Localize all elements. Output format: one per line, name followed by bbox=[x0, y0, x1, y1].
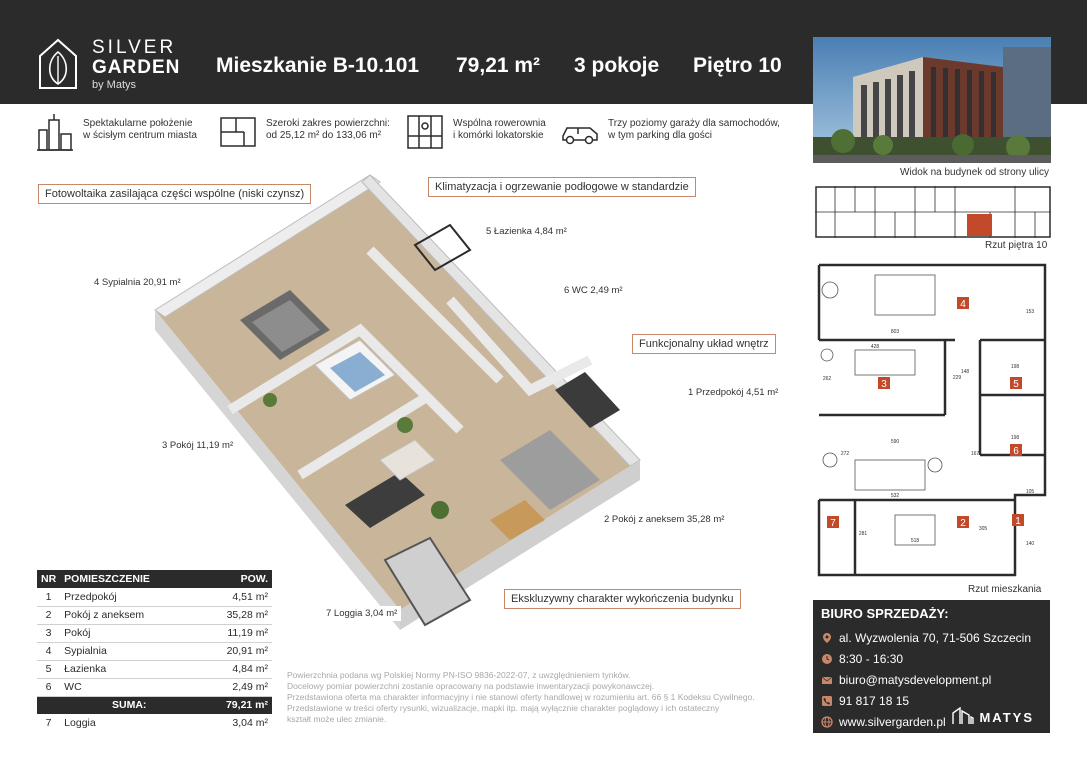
fp-dim: 153 bbox=[1025, 309, 1035, 315]
row-nr: 2 bbox=[37, 606, 60, 624]
feature-area-range bbox=[218, 112, 408, 154]
feature-location bbox=[35, 112, 215, 154]
car-icon bbox=[560, 112, 600, 152]
office-hours-row bbox=[821, 648, 1042, 669]
fp-dim: 198 bbox=[1010, 435, 1020, 441]
feature-area-line2: od 25,12 m² do 133,06 m² bbox=[266, 130, 382, 141]
label-room: 3 Pokój 11,19 m² bbox=[158, 438, 237, 453]
matys-logo bbox=[952, 707, 1034, 725]
office-email[interactable]: biuro@matysdevelopment.pl bbox=[839, 672, 992, 687]
label-bathroom: 5 Łazienka 4,84 m² bbox=[482, 224, 571, 239]
fp-dim: 590 bbox=[890, 439, 900, 445]
table-row bbox=[37, 588, 272, 606]
apartment-floor-plan bbox=[815, 255, 1051, 580]
apartment-floor: Piętro 10 bbox=[693, 54, 782, 77]
fp-dim: 167 bbox=[970, 451, 980, 457]
fp-room-6: 6 bbox=[1013, 446, 1019, 457]
sum-area: 79,21 m² bbox=[225, 699, 268, 712]
feature-storage bbox=[405, 112, 555, 154]
email-icon bbox=[821, 674, 833, 686]
row-area: 4,84 m² bbox=[198, 660, 272, 678]
row-nr: 7 bbox=[45, 717, 52, 729]
disclaimer bbox=[287, 670, 787, 725]
apartment-plan-caption: Rzut mieszkania bbox=[968, 584, 1042, 595]
apartment-title: Mieszkanie B-10.101 bbox=[216, 54, 420, 77]
fp-room-5: 5 bbox=[1013, 379, 1019, 390]
feature-storage-line2: i komórki lokatorskie bbox=[453, 130, 544, 141]
table-row bbox=[37, 624, 272, 642]
table-row bbox=[37, 642, 272, 660]
bike-storage-icon bbox=[405, 112, 445, 152]
brand-line3: by Matys bbox=[92, 79, 137, 91]
row-room: Pokój z aneksem bbox=[60, 606, 198, 624]
table-row bbox=[37, 678, 272, 696]
fp-dim: 803 bbox=[890, 329, 900, 335]
globe-icon bbox=[821, 716, 833, 728]
office-title: BIURO SPRZEDAŻY: bbox=[821, 606, 949, 621]
matys-logo-text: MATYS bbox=[979, 710, 1034, 725]
label-bedroom: 4 Sypialnia 20,91 m² bbox=[90, 275, 185, 290]
fp-room-1: 1 bbox=[1015, 516, 1021, 527]
disclaimer-line: Przedstawiona oferta ma charakter informacyjny i nie stanowi oferty handlowej w rozumieniu art. 66 § 1 Kodeksu Cywilnego. bbox=[287, 692, 755, 702]
apartment-rooms: 3 pokoje bbox=[574, 54, 660, 77]
disclaimer-line: Docelowy pomiar powierzchni zostanie opracowany na podstawie inwentaryzacji powykonawczej. bbox=[287, 681, 655, 691]
row-nr: 4 bbox=[37, 642, 60, 660]
fp-dim: 272 bbox=[840, 451, 850, 457]
col-room: POMIESZCZENIE bbox=[64, 573, 150, 585]
brand-line2: GARDEN bbox=[92, 57, 181, 78]
office-address-row bbox=[821, 627, 1042, 648]
feature-location-line2: w ścisłym centrum miasta bbox=[83, 130, 197, 141]
feature-parking-line1: Trzy poziomy garaży dla samochodów, bbox=[608, 118, 780, 129]
silver-garden-logo-icon bbox=[36, 36, 80, 92]
tag-layout: Funkcjonalny układ wnętrz bbox=[632, 334, 776, 354]
clock-icon bbox=[821, 653, 833, 665]
photo-caption: Widok na budynek od strony ulicy bbox=[900, 167, 1049, 178]
office-phone[interactable]: 91 817 18 15 bbox=[839, 693, 910, 708]
table-row bbox=[37, 714, 272, 732]
row-room: Pokój bbox=[60, 624, 198, 642]
fp-room-2: 2 bbox=[960, 518, 966, 529]
col-nr: NR bbox=[41, 573, 57, 585]
row-area: 3,04 m² bbox=[232, 717, 268, 729]
row-room: WC bbox=[60, 678, 198, 696]
table-sum-row bbox=[37, 696, 272, 714]
office-email-row[interactable] bbox=[821, 669, 1042, 690]
phone-icon bbox=[821, 695, 833, 707]
row-area: 35,28 m² bbox=[198, 606, 272, 624]
row-nr: 3 bbox=[37, 624, 60, 642]
fp-dim: 532 bbox=[890, 493, 900, 499]
floor-plan-caption: Rzut piętra 10 bbox=[985, 240, 1048, 251]
sum-label: SUMA: bbox=[112, 699, 147, 712]
row-area: 4,51 m² bbox=[198, 588, 272, 606]
fp-dim: 262 bbox=[822, 376, 832, 382]
office-hours: 8:30 - 16:30 bbox=[839, 651, 904, 666]
city-icon bbox=[35, 112, 75, 152]
brand-line1: SILVER bbox=[92, 37, 177, 58]
table-row bbox=[37, 660, 272, 678]
office-website[interactable]: www.silvergarden.pl bbox=[839, 714, 946, 729]
fp-dim: 229 bbox=[952, 375, 962, 381]
table-header bbox=[37, 570, 272, 588]
col-area: POW. bbox=[240, 573, 268, 585]
label-living: 2 Pokój z aneksem 35,28 m² bbox=[600, 512, 728, 527]
apartment-area: 79,21 m² bbox=[456, 54, 541, 77]
disclaimer-line: Przedstawione w treści oferty rysunki, wizualizacje, mapki itp. mają wyłącznie charakter poglądowy i ich ostateczny bbox=[287, 703, 720, 713]
row-room: Łazienka bbox=[60, 660, 198, 678]
fp-dim: 518 bbox=[910, 538, 920, 544]
row-nr: 6 bbox=[37, 678, 60, 696]
row-room: Loggia bbox=[64, 717, 96, 729]
row-area: 20,91 m² bbox=[198, 642, 272, 660]
tag-photovoltaics: Fotowoltaika zasilająca części wspólne (niski czynsz) bbox=[38, 184, 311, 204]
fp-dim: 198 bbox=[1010, 364, 1020, 370]
feature-parking-line2: w tym parking dla gości bbox=[608, 130, 712, 141]
fp-dim: 428 bbox=[870, 344, 880, 350]
feature-storage-line1: Wspólna rowerownia bbox=[453, 118, 546, 129]
row-room: Przedpokój bbox=[60, 588, 198, 606]
office-address: al. Wyzwolenia 70, 71-506 Szczecin bbox=[839, 630, 1031, 645]
location-pin-icon bbox=[821, 632, 833, 644]
row-nr: 1 bbox=[37, 588, 60, 606]
building-photo bbox=[813, 37, 1051, 163]
fp-dim: 281 bbox=[858, 531, 868, 537]
feature-parking bbox=[560, 112, 800, 154]
disclaimer-line: kształt może ulec zmianie. bbox=[287, 714, 387, 724]
building-floor-plan bbox=[815, 186, 1051, 238]
fp-dim: 105 bbox=[1025, 489, 1035, 495]
row-area: 2,49 m² bbox=[198, 678, 272, 696]
fp-room-3: 3 bbox=[881, 379, 887, 390]
label-loggia: 7 Loggia 3,04 m² bbox=[322, 606, 401, 621]
sales-office-box bbox=[813, 600, 1050, 733]
label-hall: 1 Przedpokój 4,51 m² bbox=[684, 385, 782, 400]
row-area: 11,19 m² bbox=[198, 624, 272, 642]
fp-dim: 305 bbox=[978, 526, 988, 532]
fp-room-7: 7 bbox=[830, 518, 836, 529]
fp-dim: 148 bbox=[960, 369, 970, 375]
table-row bbox=[37, 606, 272, 624]
brand-name bbox=[92, 38, 180, 92]
fp-room-4: 4 bbox=[960, 299, 966, 310]
tag-climate: Klimatyzacja i ogrzewanie podłogowe w standardzie bbox=[428, 177, 696, 197]
matys-logo-icon bbox=[952, 707, 974, 725]
row-room: Sypialnia bbox=[60, 642, 198, 660]
floorplan-icon bbox=[218, 112, 258, 152]
fp-dim: 140 bbox=[1025, 541, 1035, 547]
label-wc: 6 WC 2,49 m² bbox=[560, 283, 627, 298]
rooms-table bbox=[37, 570, 272, 732]
feature-location-line1: Spektakularne położenie bbox=[83, 118, 193, 129]
row-nr: 5 bbox=[37, 660, 60, 678]
feature-area-line1: Szeroki zakres powierzchni: bbox=[266, 118, 390, 129]
disclaimer-line: Powierzchnia podana wg Polskiej Normy PN-ISO 9836-2022-07, z uwzględnieniem tynków. bbox=[287, 670, 631, 680]
tag-exclusive: Ekskluzywny charakter wykończenia budynku bbox=[504, 589, 741, 609]
